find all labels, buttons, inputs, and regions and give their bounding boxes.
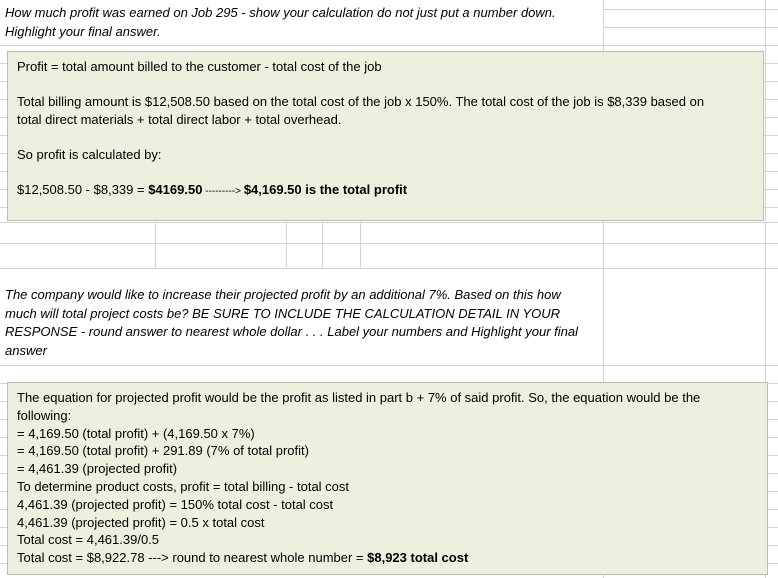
total-cost-line bbox=[17, 549, 767, 567]
answer-2-line: Total cost = 4,461.39/0.5 bbox=[17, 532, 160, 548]
total-profit-answer: $4,169.50 is the total profit bbox=[243, 182, 408, 197]
question-2-line-2: much will total project costs be? BE SURE TO INCLUDE THE CALCULATION DETAIL IN YOUR bbox=[5, 305, 561, 321]
answer-2-line: = 4,461.39 (projected profit) bbox=[17, 461, 178, 477]
profit-formula: Profit = total amount billed to the customer - total cost of the job bbox=[17, 59, 382, 74]
answer-2-line: = 4,169.50 (total profit) + (4,169.50 x 7%) bbox=[17, 425, 255, 441]
calc-prefix: $12,508.50 - $8,339 = bbox=[17, 182, 149, 197]
calc-arrow: ---------> bbox=[202, 186, 244, 197]
answer-2-line: To determine product costs, profit = total billing - total cost bbox=[17, 478, 350, 494]
question-1 bbox=[5, 4, 600, 41]
answer-2-line: The equation for projected profit would be the profit as listed in part b + 7% of said profit. So, the equation would be the bbox=[17, 390, 701, 405]
question-2-line-4: answer bbox=[5, 342, 47, 358]
calc-result: $4169.50 bbox=[148, 182, 203, 197]
question-1-line-2: Highlight your final answer. bbox=[5, 23, 161, 39]
billing-line-2: total direct materials + total direct labor + total overhead. bbox=[17, 112, 342, 127]
answer-1-textbox[interactable] bbox=[7, 51, 764, 221]
so-profit-line: So profit is calculated by: bbox=[17, 147, 162, 162]
total-cost-prefix: Total cost = $8,922.78 ---> round to nearest whole number = bbox=[17, 550, 368, 566]
question-2-line-1: The company would like to increase their projected profit by an additional 7%. Based on this how bbox=[5, 287, 561, 302]
answer-2-line: = 4,169.50 (total profit) + 291.89 (7% of total profit) bbox=[17, 443, 309, 459]
answer-2-line: following: bbox=[17, 407, 72, 423]
total-cost-answer: $8,923 total cost bbox=[367, 550, 469, 566]
answer-2-textbox[interactable] bbox=[7, 382, 768, 575]
question-1-line-1: How much profit was earned on Job 295 - show your calculation do not just put a number down. bbox=[5, 5, 556, 20]
answer-2-line: 4,461.39 (projected profit) = 0.5 x total cost bbox=[17, 514, 265, 530]
question-2 bbox=[5, 286, 603, 360]
billing-line-1: Total billing amount is $12,508.50 based on the total cost of the job x 150%. The total cost of the job is $8,339 based on bbox=[17, 94, 705, 109]
answer-2-line: 4,461.39 (projected profit) = 150% total cost - total cost bbox=[17, 496, 334, 512]
profit-calculation bbox=[17, 181, 763, 201]
question-2-line-3: RESPONSE - round answer to nearest whole dollar . . . Label your numbers and Highlight your final bbox=[5, 324, 579, 339]
